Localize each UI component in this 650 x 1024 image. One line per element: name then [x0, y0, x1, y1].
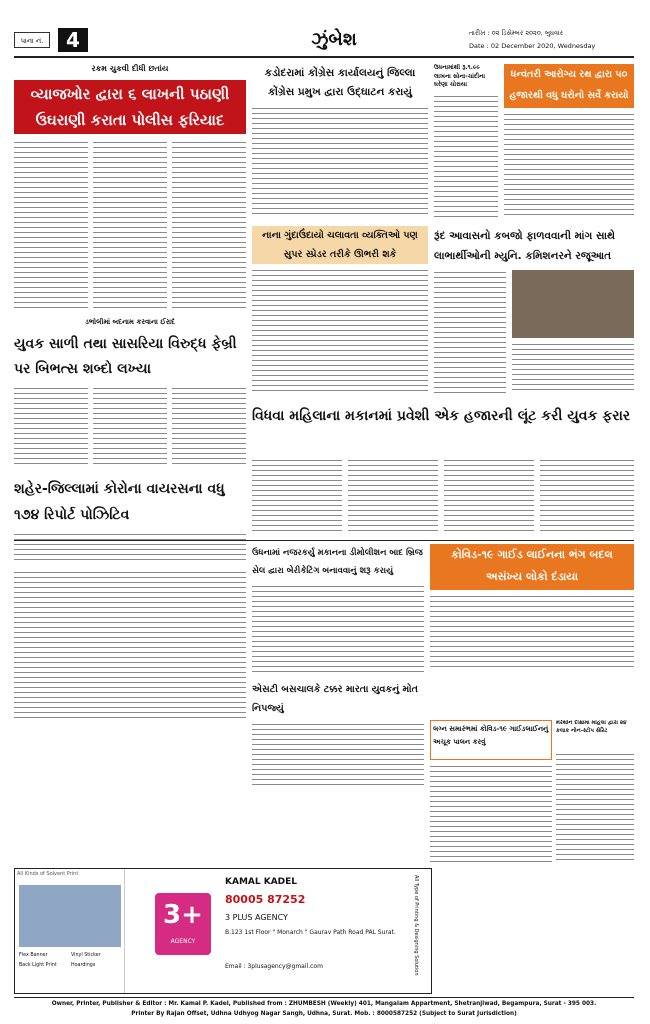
article-body	[172, 386, 246, 468]
article-body	[504, 112, 634, 218]
article-body	[252, 722, 424, 786]
article-headline: ઉધનામાં નજરકર્યુ મકાનના ડીમોલીશન બાદ બ્રિજ સેલ દ્વારા બેરીકેટિંગ બનાવવાનું શરૂ કરાયું	[252, 548, 423, 576]
article-loan-shark	[14, 62, 246, 312]
ad-left-panel	[15, 869, 125, 993]
article-udhna-theft	[434, 62, 498, 220]
ad-side-text-label: All Type of Printing & Designing Solution	[413, 875, 419, 976]
ad-email: Email : 3plusagency@gmail.com	[225, 963, 323, 970]
article-body	[93, 140, 167, 310]
article-body	[252, 584, 424, 672]
date-english: Date : 02 December 2020, Wednesday	[469, 42, 596, 50]
article-body	[252, 106, 428, 218]
article-housing-demand	[434, 226, 634, 396]
ad-item: Vinyl Sticker	[71, 953, 101, 958]
article-congress-office	[252, 62, 428, 220]
ad-contact	[225, 877, 401, 989]
ad-brand: 3+	[163, 900, 203, 930]
article-headline: રૂંદ આવાસનો કબજો ફાળવવાની માંગ સાથે લાભાર્થીઓની મ્યુનિ. કમિશનરને રજૂઆત	[434, 230, 616, 262]
ad-address: B.123 1st Floor " Monarch " Gaurav Path Road PAL Surat.	[225, 929, 396, 936]
article-body	[252, 268, 428, 394]
masthead-rule	[14, 56, 634, 58]
article-body	[434, 94, 498, 218]
ad-all-kinds: All Kinds of Solvent Print	[17, 871, 79, 877]
article-body	[556, 752, 634, 862]
article-body	[172, 140, 246, 310]
article-body	[430, 764, 552, 862]
article-covid-fines	[430, 544, 634, 670]
article-headline: કડોદરામાં કોંગ્રેસ કાર્યાલયનું જિલ્લા કોંગ્રેસ પ્રમુખ દ્વારા ઉદ્ઘાટન કરાયું	[264, 67, 416, 98]
article-widow-robbery	[252, 402, 634, 536]
masthead	[14, 26, 634, 54]
article-body	[252, 458, 342, 534]
article-body	[14, 532, 246, 562]
article-headline: કોવિડ-૧૯ ગાઈડ લાઈનના ભંગ બદલ અસંખ્ય લોકો દંડાયા	[430, 544, 634, 590]
article-demolition	[252, 544, 424, 674]
footer-line-2: Printer By Rajan Offset, Udhna Udhyog Nagar Sangh, Udhna, Surat. Mob. : 8000587252 (Subject to Surat Jurisdiction)	[131, 1011, 517, 1017]
article-dabholi-abuse	[14, 318, 246, 470]
ad-side-text	[407, 873, 429, 989]
article-dhanvantari	[504, 62, 634, 220]
article-marathon-diksha	[556, 720, 634, 864]
ad-phone: 80005 87252	[225, 893, 306, 906]
article-headline: લગ્ન સમારંભમાં કોવિડ-૧૯ ગાઈડલાઈનનું અચૂક પાલન કરવું	[430, 720, 552, 760]
footer-line-1: Owner, Printer, Publisher & Editor : Mr. Kamal P. Kadel, Published from : ZHUMBESH (Weekly) 401, Mangalam Appartment, Shetranjiwad, Begampura, Surat - 395 003.	[51, 1001, 597, 1007]
article-headline: ધન્વંતરી આરોગ્ય રથ દ્વારા ૫૦ હજારથી વધુ ઘરોનો સર્વે કરાયો	[504, 64, 634, 108]
article-headline: વિધવા મહિલાના મકાનમાં પ્રવેશી એક હજારની લૂંટ કરી યુવક ફરાર	[252, 408, 631, 424]
page-label: પાના નં.	[14, 32, 50, 48]
article-headline: એસટી બસચાલકે ટક્કર મારતા યુવકનું મોત નિપજ્યું	[252, 684, 418, 714]
ad-item: Flex Banner	[19, 953, 48, 958]
ad-brand-sub: AGENCY	[170, 938, 196, 945]
newspaper-logo: ઝુંબેશ	[311, 29, 357, 50]
article-body	[512, 342, 634, 394]
article-body	[430, 594, 634, 670]
article-headline: વ્યાજખોર દ્વારા ૬ લાખની પઠાણી ઉઘરાણી કરાતા પોલીસ ફરિયાદ	[14, 80, 246, 134]
article-headline: શહેર-જિલ્લામાં કોરોના વાયરસના વધુ ૧૭૪ રિપોર્ટ પોઝિટિવ	[14, 481, 225, 523]
article-super-spreader	[252, 226, 428, 396]
article-body	[540, 458, 634, 534]
ad-name: KAMAL KADEL	[225, 877, 298, 887]
article-kicker: રકમ ચુકવી દીધી છતાંય	[91, 64, 169, 73]
article-kicker: ડભોલીમાં બદનામ કરવાના ઈરાદે	[84, 318, 176, 326]
article-headline: યુવક સાળી તથા સાસરિયા વિરુદ્ધ ફેબ્રી પર બિભત્સ શબ્દો લખ્યા	[14, 336, 237, 377]
protest-photo	[512, 270, 634, 338]
article-headline: મેરેથોન દીક્ષામાં મહિલા દ્વારા ૨૪ કલાક નોન-સ્ટોપ સેરિટ	[556, 720, 627, 734]
ad-brand-logo	[155, 893, 211, 955]
footer-rule	[14, 997, 634, 998]
article-body	[93, 386, 167, 468]
article-body	[14, 570, 246, 720]
ad-item: Back Light Print	[19, 963, 57, 968]
ad-item: Hoardings	[71, 963, 96, 968]
article-body	[434, 270, 506, 394]
article-headline: ઉધનામાંથી રૂ.૧.૯૯ લાખના સોના-ચાંદીના ઘરેણા ચોરાયા	[434, 64, 486, 88]
date-gujarati: તારીખ : ૦૨ ડિસેમ્બર ૨૦૨૦, બુધવાર	[469, 29, 564, 37]
article-wedding-guidelines	[430, 720, 552, 864]
article-corona-cases	[14, 476, 246, 564]
article-body	[14, 386, 88, 468]
article-body	[14, 140, 88, 310]
article-body	[348, 458, 438, 534]
article-body	[444, 458, 534, 534]
article-bus-accident	[252, 680, 424, 788]
printer-photo	[19, 885, 121, 947]
advertisement	[14, 868, 432, 994]
ad-agency: 3 PLUS AGENCY	[225, 913, 288, 922]
page-number: 4	[58, 28, 88, 52]
article-headline: નાના ગુંદાઉંદાયો ચલાવતા વ્યક્તિઓ પણ સુપર સ્પ્રેડર તરીકે ઊભરી શકે	[252, 226, 428, 264]
section-rule	[14, 540, 634, 541]
